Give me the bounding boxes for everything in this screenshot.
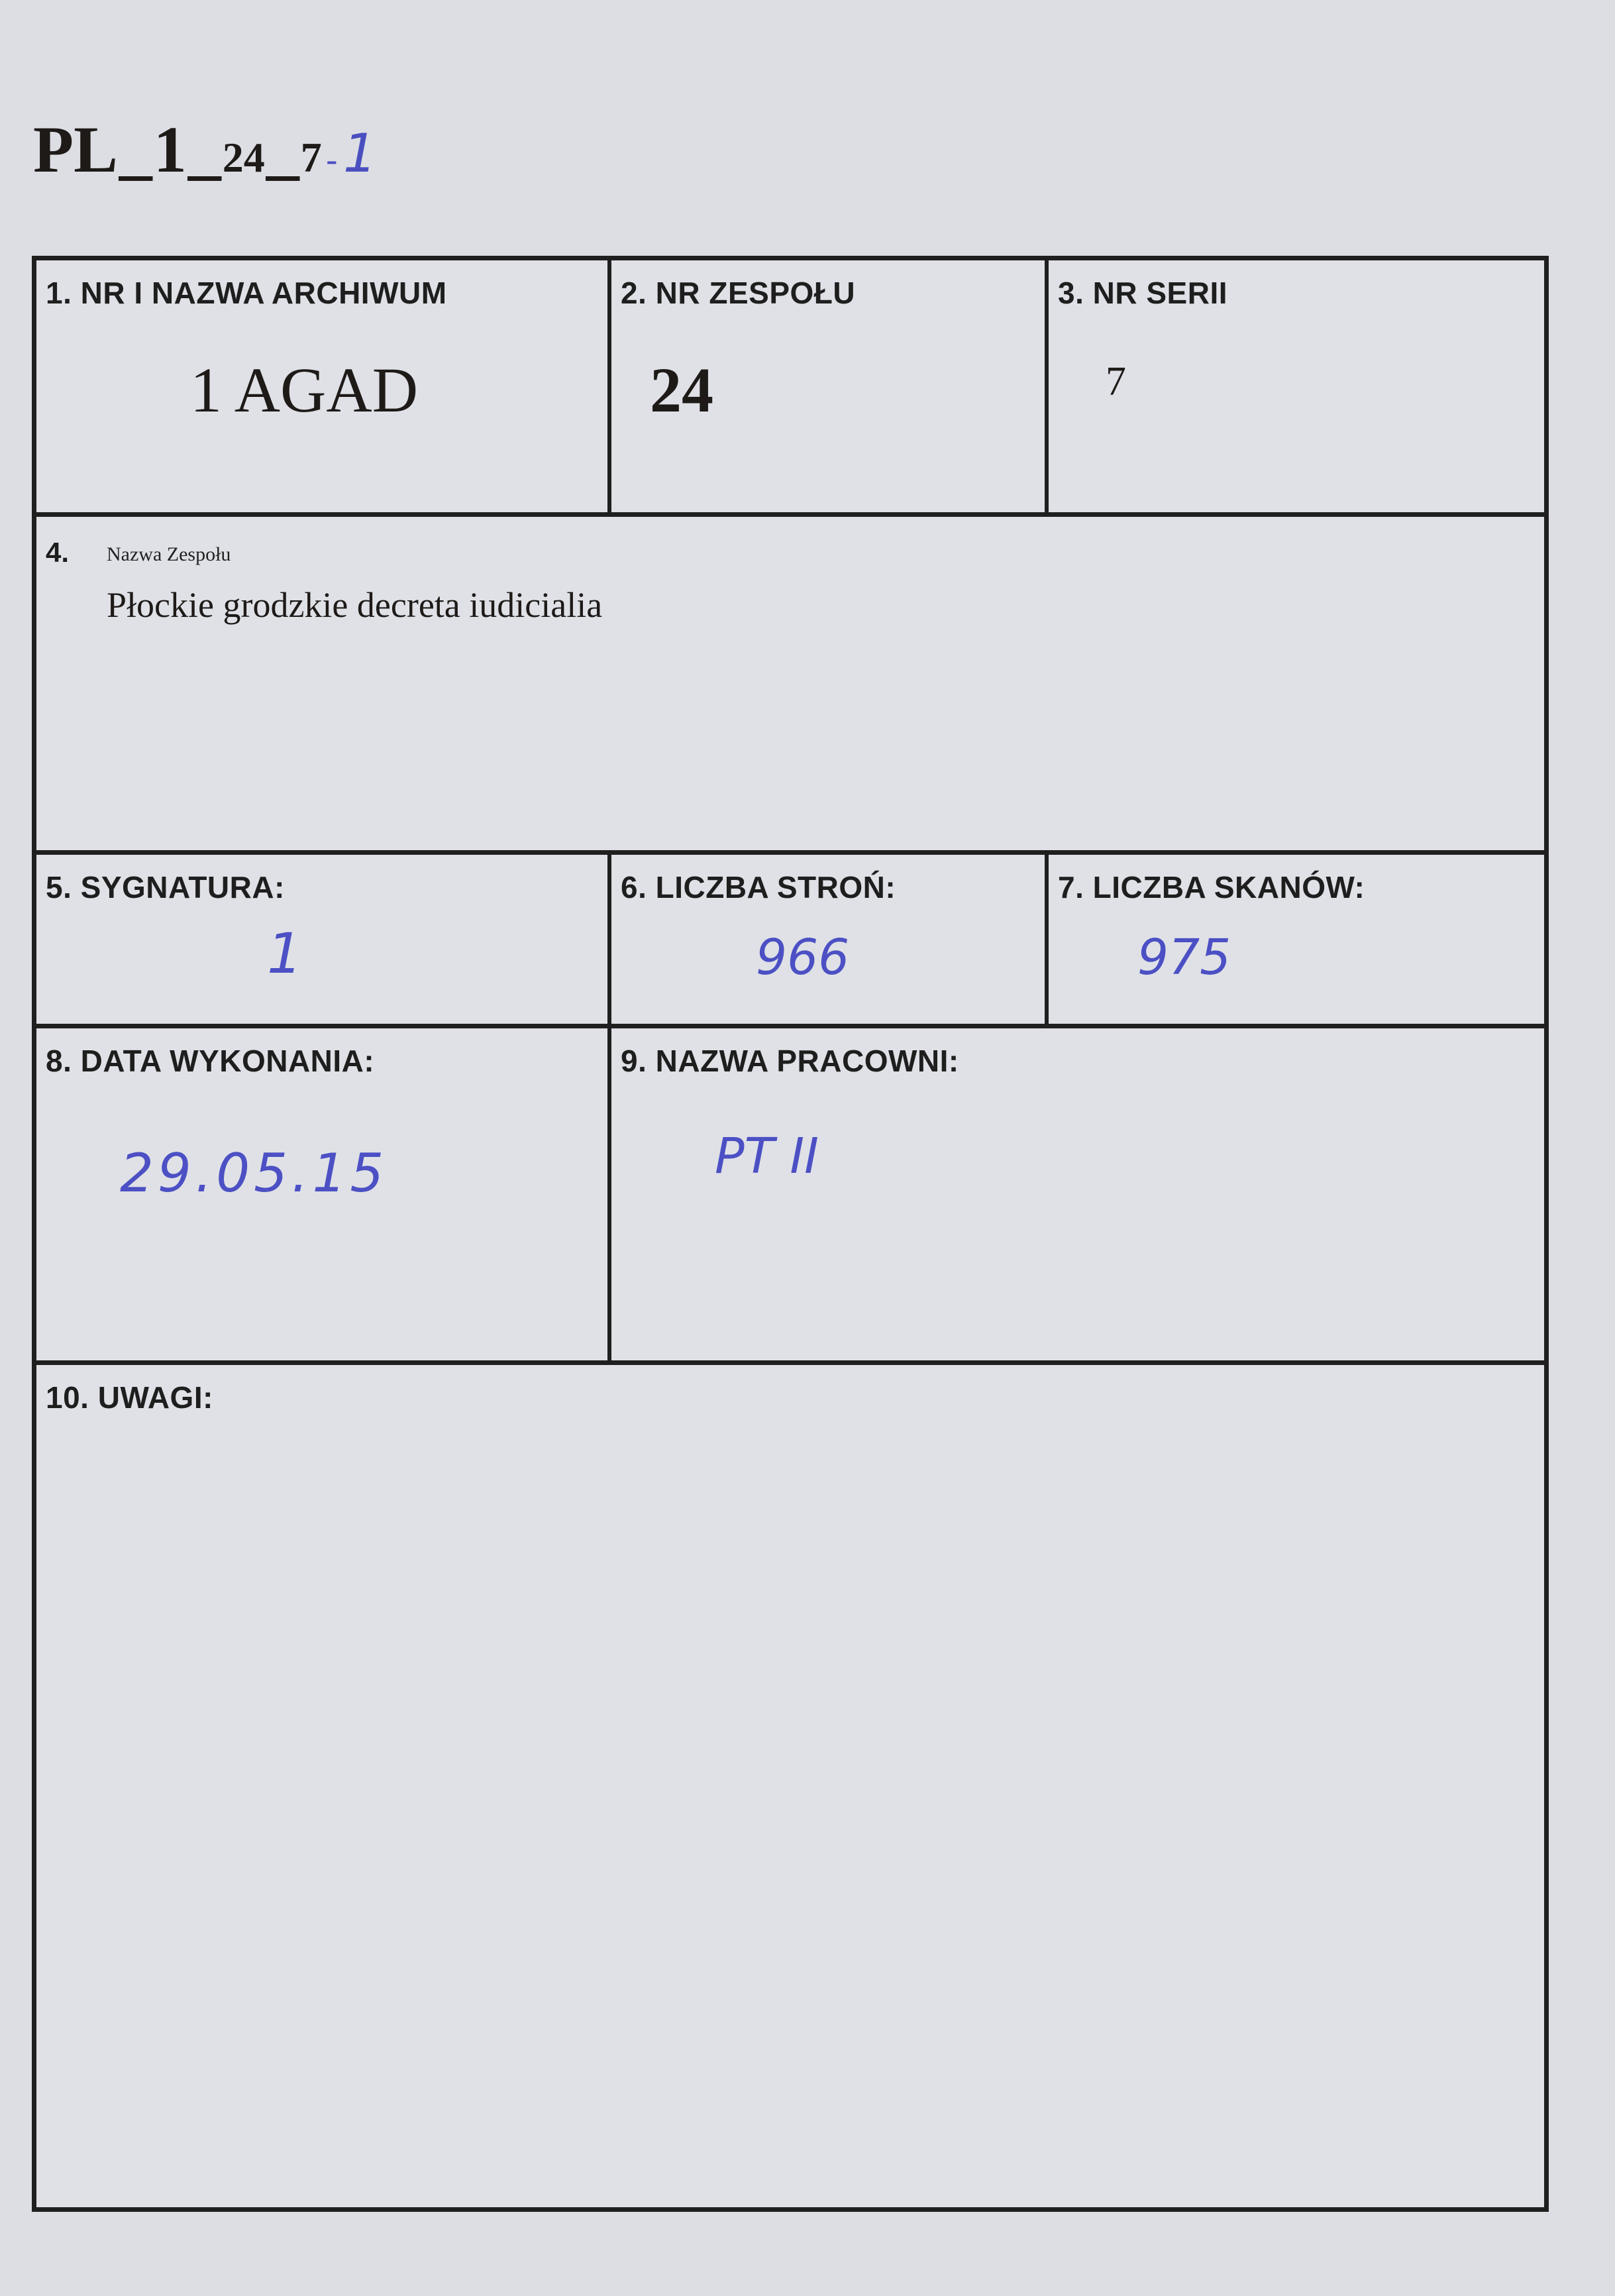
field-fond-number — [607, 260, 1045, 512]
field-archive-value: 1 AGAD — [190, 355, 419, 425]
field-signature — [36, 850, 607, 1024]
field-page-count — [607, 850, 1045, 1024]
field-date-value: 29.05.15 — [120, 1142, 388, 1204]
field-workshop-value: PT II — [715, 1128, 819, 1185]
field-scan-count-value: 975 — [1137, 929, 1231, 986]
field-fond-name-label: Nazwa Zespołu — [107, 543, 231, 565]
page-code-fond: 24 — [222, 134, 265, 181]
field-fond-number-value: 24 — [650, 355, 713, 425]
page-code — [33, 111, 377, 188]
field-signature-value: 1 — [267, 921, 303, 986]
field-series-number-label: 3. NR SERII — [1058, 276, 1228, 310]
page-code-handwritten-dash: - — [325, 141, 338, 180]
field-series-number-value: 7 — [1106, 359, 1126, 404]
field-workshop-label: 9. NAZWA PRACOWNI: — [621, 1044, 959, 1078]
field-fond-name-number: 4. — [46, 537, 70, 568]
page-code-prefix: PL — [33, 113, 118, 186]
field-date-label: 8. DATA WYKONANIA: — [46, 1044, 375, 1078]
underscore: _ — [266, 113, 299, 186]
field-archive — [36, 260, 607, 512]
field-signature-label: 5. SYGNATURA: — [46, 870, 285, 904]
field-fond-name — [36, 512, 1544, 850]
field-series-number — [1045, 260, 1544, 512]
field-date — [36, 1024, 607, 1360]
field-page-count-value: 966 — [756, 929, 850, 986]
field-remarks — [36, 1360, 1544, 2207]
field-remarks-label: 10. UWAGI: — [46, 1380, 213, 1415]
field-page-count-label: 6. LICZBA STROŃ: — [621, 870, 896, 904]
page-code-series: 7 — [300, 134, 322, 181]
metadata-form — [32, 256, 1549, 2212]
field-fond-name-value: Płockie grodzkie decreta iudicialia — [107, 585, 603, 625]
field-fond-number-label: 2. NR ZESPOŁU — [621, 276, 856, 310]
page-code-handwritten-suffix: 1 — [342, 123, 377, 184]
field-workshop — [607, 1024, 1544, 1360]
underscore: _ — [187, 113, 221, 186]
page-code-archive: 1 — [153, 113, 187, 186]
field-scan-count-label: 7. LICZBA SKANÓW: — [1058, 870, 1365, 904]
underscore: _ — [119, 113, 152, 186]
field-scan-count — [1045, 850, 1544, 1024]
field-archive-label: 1. NR I NAZWA ARCHIWUM — [46, 276, 447, 310]
